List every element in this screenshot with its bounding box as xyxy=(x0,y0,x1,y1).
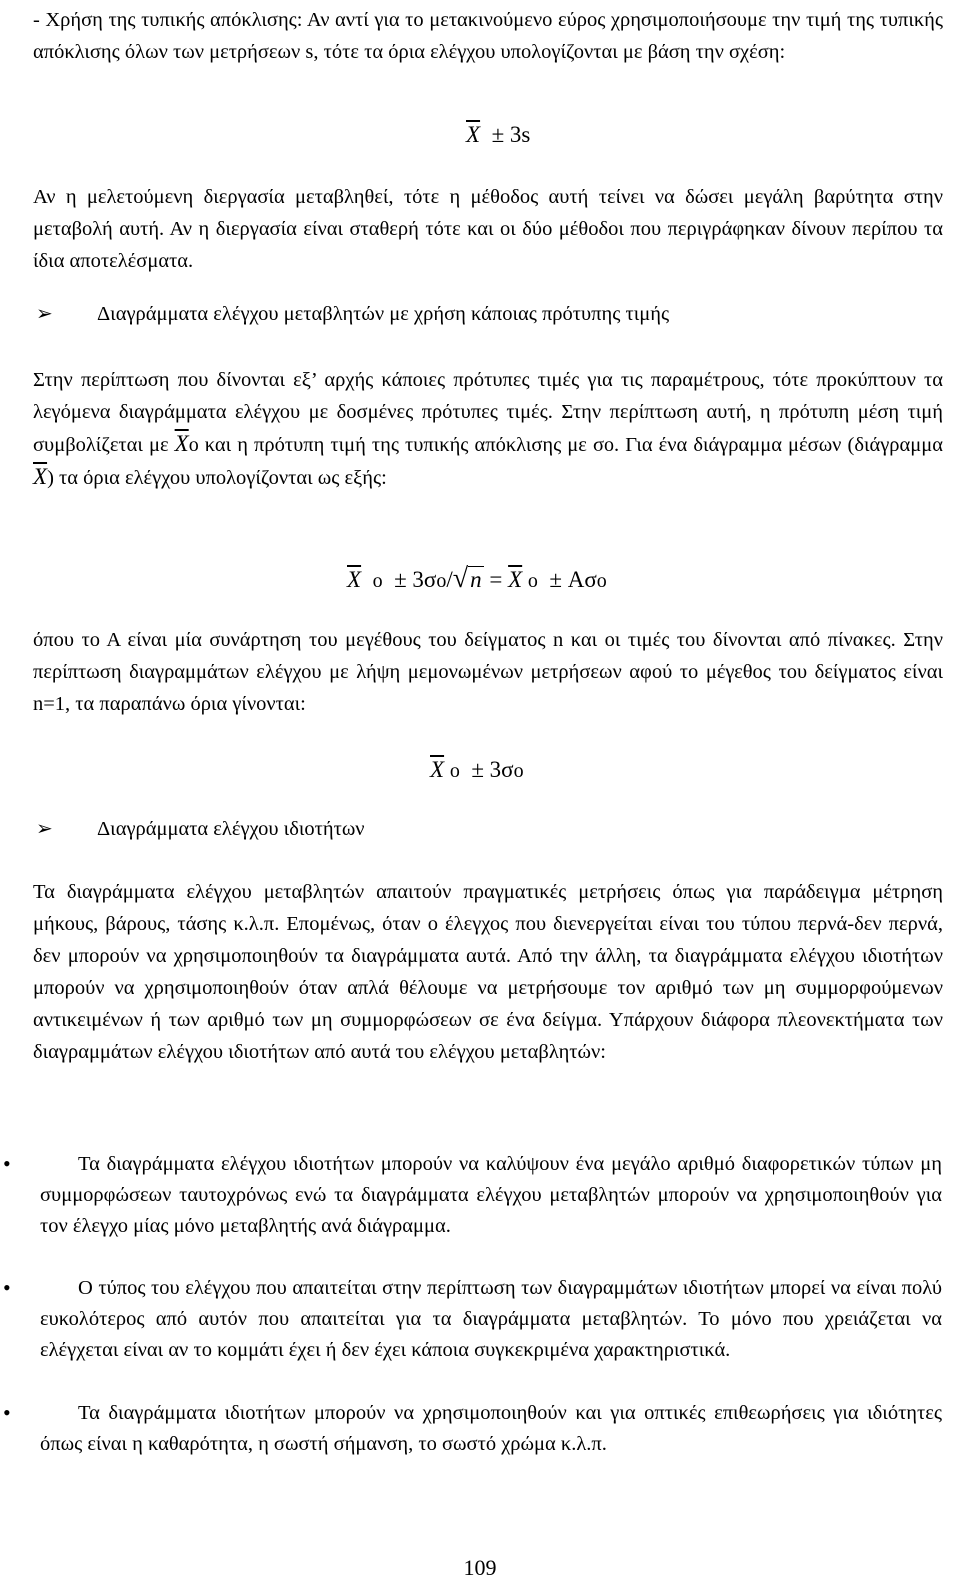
page-number: 109 xyxy=(463,1555,497,1580)
bullet-item: Ο τύπος του ελέγχου που απαιτείται στην περίπτωση των διαγραμμάτων ιδιοτήτων μπορεί να είναι πολύ ευκολότερος από αυτόν που απαιτείται για τα διαγράμματα μεταβλητών. Το μόνο που χρειάζεται να ελέγχεται είναι αν το κομμάτι έχει ή δεν έχει κάποια συγκεκριμένα χαρακτηριστικά. xyxy=(40,1277,942,1361)
arrow-bullet-icon: ➢ xyxy=(36,303,53,325)
bullet-dot-icon: • xyxy=(3,1400,11,1425)
paragraph-function-a: όπου το Α είναι μία συνάρτηση του μεγέθους του δείγματος n και οι τιμές του δίνονται από πίνακες. Στην περίπτωση διαγραμμάτων ελέγχου με λήψη μεμονωμένων μετρήσεων αφού το μέγεθος του δείγματος είναι n=1, τα παραπάνω όρια γίνονται: xyxy=(33,629,943,715)
heading-variable-charts-standard: Διαγράμματα ελέγχου μεταβλητών με χρήση κάποιας πρότυπης τιμής xyxy=(97,303,670,325)
paragraph-std-deviation: - Χρήση της τυπικής απόκλισης: Αν αντί για το μετακινούμενο εύρος χρησιμοποιήσουμε την τιμή της τυπικής απόκλισης όλων των μετρήσεων s, τότε τα όρια ελέγχου υπολογίζονται με βάση την σχέση: xyxy=(33,9,943,63)
paragraph-attribute-advantages: Τα διαγράμματα ελέγχου μεταβλητών απαιτούν πραγματικές μετρήσεις όπως για παράδειγμα μέτρηση μήκους, βάρους, τάσης κ.λ.π. Επομένως, όταν ο έλεγχος που διενεργείται είναι του τύπου περνά-δεν περνά, δεν μπορούν να χρησιμοποιηθούν τα διαγράμματα αυτά. Από την άλλη, τα διαγράμματα ελέγχου ιδιοτήτων μπορούν να χρησιμοποιηθούν όταν απλά θέλουμε να μετρήσουμε τον αριθμό των μη συμμορφούμενων αντικειμένων ή των αριθμό των μη συμμορφώσεων σε ένα δείγμα. Υπάρχουν διάφορα πλεονεκτήματα των διαγραμμάτων ελέγχου ιδιοτήτων από αυτά του ελέγχου μεταβλητών: xyxy=(33,881,943,1063)
bullet-item: Τα διαγράμματα ιδιοτήτων μπορούν να χρησιμοποιηθούν και για οπτικές επιθεωρήσεις για ιδιότητες όπως είναι η καθαρότητα, η σωστή σήμανση, το σωστό χρώμα κ.λ.π. xyxy=(40,1402,942,1455)
heading-attribute-charts: Διαγράμματα ελέγχου ιδιοτήτων xyxy=(97,818,365,840)
formula-individual-limits: $\overline{X}$ ο ± 3σο xyxy=(430,757,524,782)
bullet-dot-icon: • xyxy=(3,1275,11,1300)
paragraph-standard-values: Στην περίπτωση που δίνονται εξ’ αρχής κάποιες πρότυπες τιμές για τις παραμέτρους, τότε προκύπτουν τα λεγόμενα διαγράμματα ελέγχου με δοσμένες πρότυπες τιμές. Στην περίπτωση αυτή, η πρότυπη μέση τιμή συμβολίζεται με $\overline{X}o$ και η πρότυπη τιμή της τυπικής απόκλισης με σο. Για ένα διάγραμμα μέσων (διάγραμμα $\overline{X}$) τα όρια ελέγχου υπολογίζονται ως εξής: xyxy=(33,369,944,489)
arrow-bullet-icon: ➢ xyxy=(36,818,53,840)
paragraph-process-change: Αν η μελετούμενη διεργασία μεταβληθεί, τότε η μέθοδος αυτή τείνει να δώσει μεγάλη βαρύτητα στην μεταβολή αυτή. Αν η διεργασία είναι σταθερή τότε και οι δύο μέθοδοι που περιγράφηκαν δίνουν περίπου τα ίδια αποτελέσματα. xyxy=(33,186,943,272)
formula-control-limits-standard: $\overline{X}$ $o \pm 3\sigma o/√n = \overline{X}$ ο ± Aσο xyxy=(347,563,607,594)
bullet-dot-icon: • xyxy=(3,1151,11,1176)
bullet-item: Τα διαγράμματα ελέγχου ιδιοτήτων μπορούν να καλύψουν ένα μεγάλο αριθμό διαφορετικών τύπων μη συμμορφώσεων ταυτοχρόνως ενώ τα διαγράμματα ελέγχου μεταβλητών μπορούν να χρησιμοποιηθούν για τον έλεγχο μίας μόνο μεταβλητής ανά διάγραμμα. xyxy=(40,1153,942,1237)
formula-x-bar-3s: $\overline{X} \pm 3s$ xyxy=(466,122,531,147)
